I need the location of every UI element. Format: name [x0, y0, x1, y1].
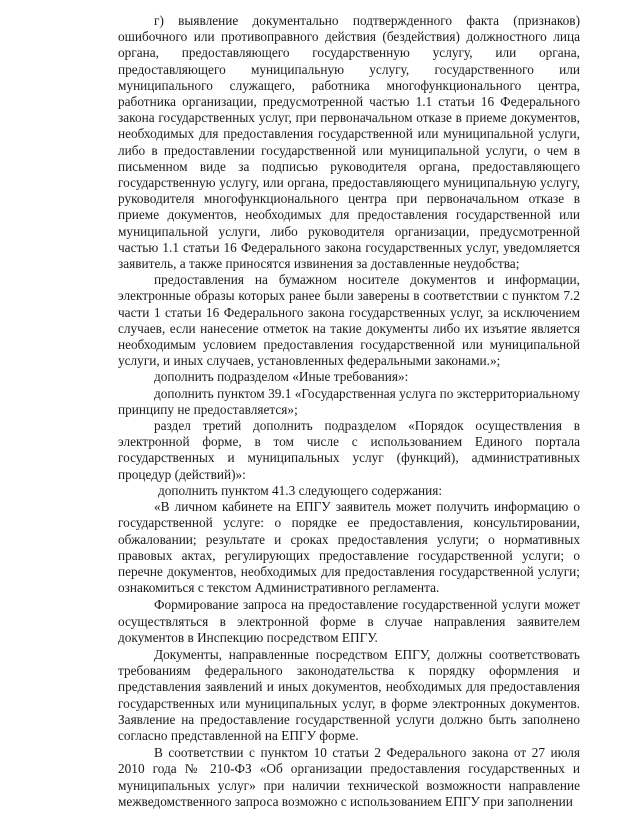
- paragraph-add-point-41-3: дополнить пунктом 41.3 следующего содержания:: [158, 482, 443, 498]
- paragraph-request-formation: Формирование запроса на предоставление государственной услуги может осуществляться в электронной форме в случае направления заявителем документов в Инспекцию посредством ЕПГУ.: [118, 597, 580, 645]
- paragraph-personal-cabinet: «В личном кабинете на ЕПГУ заявитель может получить информацию о государственной услуге: о порядке ее предоставления, консультировании, обжаловании; результате и сроках предоставления услуги; о нормативных правовых актах, регулирующих предоставление государственной услуги; о перечне документов, необходимых для предоставления государственной услуги; ознакомиться с текстом Административного регламента.: [118, 499, 580, 596]
- paragraph-add-subsection: дополнить подразделом «Иные требования»:: [154, 369, 409, 385]
- paragraph-paper-documents: предоставления на бумажном носителе документов и информации, электронные образы которых ранее были заверены в соответствии с пунктом 7.2 части 1 статьи 16 Федерального закона государственных услуг, за исключением случаев, если нанесение отметок на такие документы либо их изъятие является необходимым условием предоставления государственной или муниципальной услуги, и иных случаев, установленных федеральными законами.»;: [118, 272, 580, 369]
- paragraph-federal-law: В соответствии с пунктом 10 статьи 2 Федерального закона от 27 июля 2010 года № 210-ФЗ «Об организации предоставления государственных и муниципальных услуг» при наличии технической возможности направление межведомственного запроса возможно с использованием ЕПГУ при заполнении: [118, 745, 580, 809]
- paragraph-documents-requirements: Документы, направленные посредством ЕПГУ, должны соответствовать требованиям федерального законодательства к порядку оформления и представления заявлений и иных документов, необходимых для предоставления государственных или муниципальных услуг, в форме электронных документов. Заявление на предоставление государственной услуги должно быть заполнено согласно представленной на ЕПГУ форме.: [118, 646, 580, 743]
- document-body: [118, 13, 580, 810]
- paragraph-add-point-39-1: дополнить пунктом 39.1 «Государственная услуга по экстерриториальному принципу не предоставляется»;: [118, 385, 580, 417]
- paragraph-item-g: г) выявление документально подтвержденного факта (признаков) ошибочного или противоправного действия (бездействия) должностного лица органа, предоставляющего государственную услугу, или органа, предоставляющего муниципальную услугу, государственного или муниципального служащего, работника многофункционального центра, работника организации, предусмотренной частью 1.1 статьи 16 Федерального закона государственных услуг, при первоначальном отказе в приеме документов, необходимых для предоставления государственной или муниципальной услуги, либо в предоставлении государственной или муниципальной услуги, о чем в письменном виде за подписью руководителя органа, предоставляющего государственную услугу, или органа, предоставляющего муниципальную услугу, руководителя многофункционального центра при первоначальном отказе в приеме документов, необходимых для предоставления государственной или муниципальной услуги, либо руководителя организации, предусмотренной частью 1.1 статьи 16 Федерального закона государственных услуг, уведомляется заявитель, а также приносятся извинения за доставленные неудобства;: [118, 13, 580, 272]
- paragraph-section-three: раздел третий дополнить подразделом «Порядок осуществления в электронной форме, в том числе с использованием Единого портала государственных и муниципальных услуг (функций), административных процедур (действий)»:: [118, 418, 580, 482]
